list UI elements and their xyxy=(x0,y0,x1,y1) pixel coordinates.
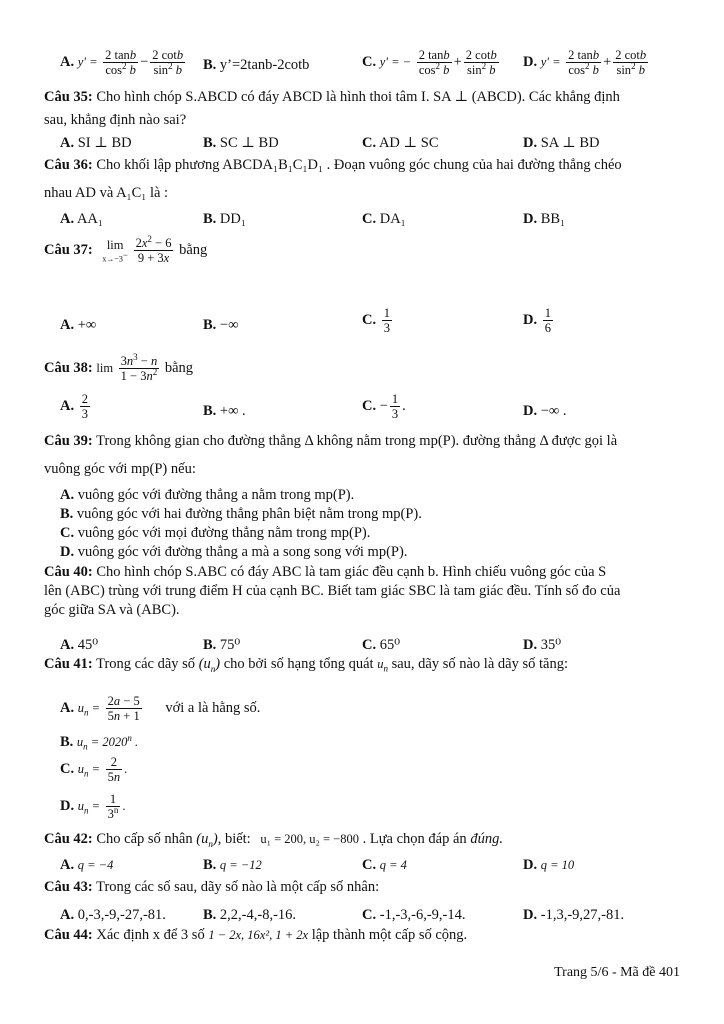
q44-stem: Câu 44: Xác định x để 3 số 1 − 2x, 16x², 1 + 2x lập thành một cấp số cộng. xyxy=(44,927,468,943)
q40-option-a: A. 45⁰ xyxy=(60,637,99,653)
q35-option-b: B. SC ⊥ BD xyxy=(203,135,279,151)
q38-option-b: B. +∞ . xyxy=(203,403,246,419)
question-label: Câu 36: xyxy=(44,157,93,173)
q39-option-d: D. vuông góc với đường thẳng a mà a song song với mp(P). xyxy=(60,544,408,560)
q41-option-d: D. $u_n$ = $\frac{1}{3^n}$ . xyxy=(60,792,126,822)
q35-line2: sau, khẳng định nào sai? xyxy=(44,112,187,128)
q43-option-a: A. 0,-3,-9,-27,-81. xyxy=(60,907,166,923)
q40-option-b: B. 75⁰ xyxy=(203,637,241,653)
q37-option-d: D. $\frac{1}{6}$ xyxy=(523,306,551,336)
q38-option-a: A. $\frac{2}{3}$ xyxy=(60,392,88,422)
q38-option-c: C. − $\frac{1}{3}$ . xyxy=(362,392,406,422)
q35-option-d: D. SA ⊥ BD xyxy=(523,135,600,151)
q34-option-b: B. y’=2tanb-2cotb xyxy=(203,57,310,73)
q40-line3: góc giữa SA và (ABC). xyxy=(44,602,180,618)
q34-option-c: C. y' = − $\frac{2 \tan b}{\cos^2 b}$ + $\frac{2 \cot b}{\sin^2 b}$ xyxy=(362,48,497,78)
q42-option-b: B. q = −12 xyxy=(203,857,262,873)
q39-option-a: A. vuông góc với đường thẳng a nằm trong mp(P). xyxy=(60,487,355,503)
q43-option-c: C. -1,-3,-6,-9,-14. xyxy=(362,907,466,923)
q36-option-d: D. BB₁ xyxy=(523,211,566,227)
q39-line1: Câu 39: Trong không gian cho đường thẳng Δ không nằm trong mp(P). đường thẳng Δ được gọi là xyxy=(44,433,618,449)
q36-line1: Câu 36: Cho khối lập phương ABCDA₁B₁C₁D₁ . Đoạn vuông góc chung của hai đường thẳng chéo xyxy=(44,157,622,173)
question-label: Câu 42: xyxy=(44,831,93,847)
q40-line1: Câu 40: Cho hình chóp S.ABC có đáy ABC là tam giác đều cạnh b. Hình chiếu vuông góc của S xyxy=(44,564,607,580)
option-text: y’=2tanb-2cotb xyxy=(219,57,310,73)
q43-option-d: D. -1,3,-9,27,-81. xyxy=(523,907,625,923)
q41-option-b: B. $u_n = 2020^n$ . xyxy=(60,732,139,752)
page-footer: Trang 5/6 - Mã đề 401 xyxy=(554,965,680,980)
q43-stem: Câu 43: Trong các số sau, dãy số nào là một cấp số nhân: xyxy=(44,879,380,895)
q42-stem: Câu 42: Cho cấp số nhân $(u_n)$, biết: u₁ = 200, u₂ = −800 . Lựa chọn đáp án đúng. xyxy=(44,831,503,849)
question-label: Câu 43: xyxy=(44,879,93,895)
q35-line1: Câu 35: Cho hình chóp S.ABCD có đáy ABCD là hình thoi tâm I. SA ⊥ (ABCD). Các khẳng định xyxy=(44,89,620,105)
q36-option-b: B. DD₁ xyxy=(203,211,246,227)
question-label: Câu 44: xyxy=(44,927,93,943)
q34-option-a: A. y' = $\frac{2 \tan b}{\cos^2 b}$ − $\frac{2 \cot b}{\sin^2 b}$ xyxy=(60,48,184,78)
q39-line2: vuông góc với mp(P) nếu: xyxy=(44,461,196,477)
q40-option-c: C. 65⁰ xyxy=(362,637,401,653)
q39-option-c: C. vuông góc với mọi đường thẳng nằm trong mp(P). xyxy=(60,525,371,541)
q37-stem: Câu 37: lim x→−3− $\frac{2x^2 - 6}{9 + 3x}$ bằng xyxy=(44,233,208,266)
question-label: Câu 39: xyxy=(44,433,93,449)
q39-option-b: B. vuông góc với hai đường thẳng phân biệt nằm trong mp(P). xyxy=(60,506,422,522)
option-label: A. xyxy=(60,54,75,71)
q35-option-c: C. AD ⊥ SC xyxy=(362,135,439,151)
q41-stem: Câu 41: Trong các dãy số $(u_n)$ cho bởi số hạng tổng quát $u_n$ sau, dãy số nào là dãy số tăng: xyxy=(44,656,568,674)
q37-option-c: C. $\frac{1}{3}$ xyxy=(362,306,390,336)
q36-line2: nhau AD và A₁C₁ là : xyxy=(44,185,169,201)
question-label: Câu 37: xyxy=(44,242,93,259)
q41-option-c: C. $u_n$ = $\frac{2}{5n}$ . xyxy=(60,755,128,785)
q37-option-b: B. −∞ xyxy=(203,317,239,333)
q40-line2: lên (ABC) trùng với trung điểm H của cạnh BC. Biết tam giác SBC là tam giác đều. Tính số đo của xyxy=(44,583,621,599)
q35-option-a: A. SI ⊥ BD xyxy=(60,135,132,151)
q43-option-b: B. 2,2,-4,-8,-16. xyxy=(203,907,297,923)
question-label: Câu 35: xyxy=(44,89,93,105)
q42-option-a: A. q = −4 xyxy=(60,857,114,873)
question-label: Câu 38: xyxy=(44,360,93,377)
q42-option-d: D. q = 10 xyxy=(523,857,575,873)
q34-option-d: D. y' = $\frac{2 \tan b}{\cos^2 b}$ + $\frac{2 \cot b}{\sin^2 b}$ xyxy=(523,48,647,78)
question-label: Câu 41: xyxy=(44,656,93,672)
q36-option-c: C. DA₁ xyxy=(362,211,406,227)
q41-option-a: A. $u_n$ = $\frac{2a - 5}{5n + 1}$ với a là hằng số. xyxy=(60,694,261,724)
q42-option-c: C. q = 4 xyxy=(362,857,407,873)
q38-option-d: D. −∞ . xyxy=(523,403,567,419)
q37-option-a: A. +∞ xyxy=(60,317,97,333)
q36-option-a: A. AA₁ xyxy=(60,211,103,227)
question-label: Câu 40: xyxy=(44,564,93,580)
q40-option-d: D. 35⁰ xyxy=(523,637,562,653)
q38-stem: Câu 38: lim $\frac{3n^3 - n}{1 - 3n^2}$ bằng xyxy=(44,351,194,384)
